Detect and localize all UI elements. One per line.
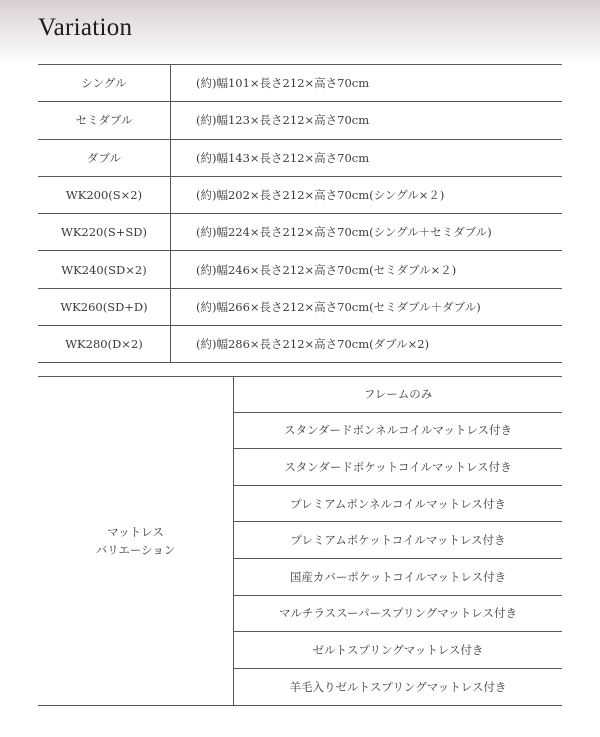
size-dimensions: (約)幅143×長さ212×高さ70cm	[171, 139, 563, 176]
table-row	[38, 176, 562, 213]
mattress-label-line: マットレス	[107, 525, 164, 539]
size-name: シングル	[38, 65, 171, 102]
page-title: Variation	[38, 14, 133, 41]
size-dimensions: (約)幅123×長さ212×高さ70cm	[171, 102, 563, 139]
size-table	[38, 64, 562, 363]
size-name: ダブル	[38, 139, 171, 176]
table-row	[38, 288, 562, 325]
size-name: WK280(D×2)	[38, 326, 171, 363]
size-name: WK240(SD×2)	[38, 251, 171, 288]
mattress-option: 羊毛入りゼルトスプリングマットレス付き	[289, 680, 507, 695]
size-dimensions: (約)幅286×長さ212×高さ70cm(ダブル×2)	[171, 326, 563, 363]
table-row	[38, 139, 562, 176]
mattress-table	[38, 376, 562, 706]
mattress-option: スタンダードボンネルコイルマットレス付き	[234, 413, 562, 450]
size-name: WK200(S×2)	[38, 176, 171, 213]
mattress-option: マルチラススーパースプリングマットレス付き	[234, 596, 562, 633]
mattress-option-list	[234, 376, 562, 705]
size-dimensions: (約)幅101×長さ212×高さ70cm	[171, 65, 563, 102]
table-row	[38, 326, 562, 363]
mattress-option: プレミアムボンネルコイルマットレス付き	[234, 486, 562, 523]
table-row	[38, 102, 562, 139]
mattress-label-line: バリエーション	[95, 543, 176, 557]
mattress-option: 国産カバーポケットコイルマットレス付き	[234, 559, 562, 596]
mattress-variation-label	[38, 376, 233, 706]
size-name: WK220(S+SD)	[38, 214, 171, 251]
size-dimensions: (約)幅224×長さ212×高さ70cm(シングル＋セミダブル)	[171, 214, 563, 251]
size-dimensions: (約)幅202×長さ212×高さ70cm(シングル×２)	[171, 176, 563, 213]
mattress-option: プレミアムポケットコイルマットレス付き	[234, 522, 562, 559]
mattress-option: フレームのみ	[234, 376, 562, 413]
mattress-option: スタンダードポケットコイルマットレス付き	[234, 449, 562, 486]
size-name: セミダブル	[38, 102, 171, 139]
table-row	[38, 251, 562, 288]
table-row	[38, 65, 562, 102]
size-dimensions: (約)幅266×長さ212×高さ70cm(セミダブル＋ダブル)	[171, 288, 563, 325]
table-row	[38, 214, 562, 251]
size-name: WK260(SD+D)	[38, 288, 171, 325]
mattress-option: ゼルトスプリングマットレス付き	[234, 632, 562, 669]
size-dimensions: (約)幅246×長さ212×高さ70cm(セミダブル×２)	[171, 251, 563, 288]
